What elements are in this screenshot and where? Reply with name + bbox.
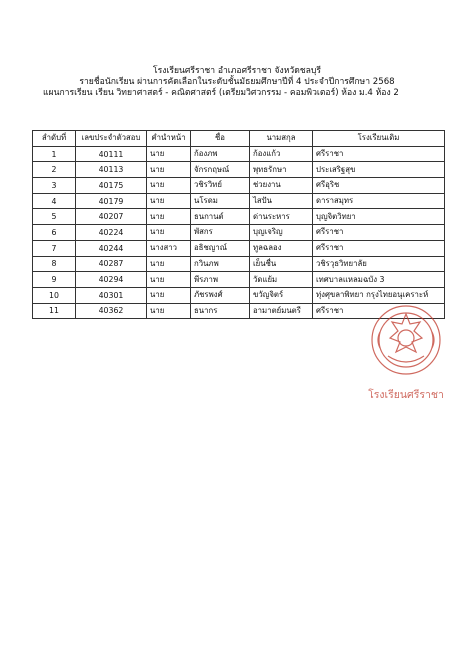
table-cell: พัสกร: [191, 225, 250, 241]
table-cell: 40294: [76, 272, 147, 288]
table-cell: ศรีราชา: [313, 225, 445, 241]
table-cell: อามาตย์มนตรี: [250, 303, 313, 319]
table-cell: 8: [33, 256, 76, 272]
table-cell: นาย: [147, 272, 191, 288]
stamp-text: โรงเรียนศรีราชา: [368, 389, 444, 401]
table-cell: พุทธรักษา: [250, 162, 313, 178]
table-cell: นโรดม: [191, 193, 250, 209]
table-cell: นาย: [147, 178, 191, 194]
table-row: [33, 272, 445, 288]
table-row: [33, 162, 445, 178]
title-line: รายชื่อนักเรียน ผ่านการคัดเลือกในระดับชั้นมัธยมศึกษาปีที่ 4 ประจำปีการศึกษา 2568: [79, 77, 395, 87]
program-line: แผนการเรียน เรียน วิทยาศาสตร์ - คณิตศาสตร์ (เตรียมวิศวกรรม - คอมพิวเตอร์) ห้อง ม.4 ห้อง 2: [43, 88, 399, 98]
student-table: [32, 130, 445, 319]
table-cell: ขวัญจิตร์: [250, 287, 313, 303]
table-cell: วัดแย้ม: [250, 272, 313, 288]
table-row: [33, 240, 445, 256]
table-cell: 9: [33, 272, 76, 288]
document-header: [0, 66, 474, 99]
table-cell: 40287: [76, 256, 147, 272]
table-cell: 40362: [76, 303, 147, 319]
table-row: [33, 178, 445, 194]
table-cell: ก้องภพ: [191, 146, 250, 162]
table-row: [33, 146, 445, 162]
table-cell: นางสาว: [147, 240, 191, 256]
table-cell: บุญจิตวิทยา: [313, 209, 445, 225]
col-header-order: ลำดับที่: [33, 131, 76, 147]
table-cell: เทศบาลแหลมฉบัง 3: [313, 272, 445, 288]
table-cell: อธิชญาณ์: [191, 240, 250, 256]
table-cell: 40111: [76, 146, 147, 162]
table-cell: ภัชรพงศ์: [191, 287, 250, 303]
col-header-last-name: นามสกุล: [250, 131, 313, 147]
table-cell: ศรีราชา: [313, 146, 445, 162]
table-cell: ธนากร: [191, 303, 250, 319]
table-cell: 40301: [76, 287, 147, 303]
col-header-previous-school: โรงเรียนเดิม: [313, 131, 445, 147]
table-cell: นาย: [147, 303, 191, 319]
table-cell: ก้องแก้ว: [250, 146, 313, 162]
table-cell: นาย: [147, 287, 191, 303]
table-cell: 40179: [76, 193, 147, 209]
table-cell: 6: [33, 225, 76, 241]
table-row: [33, 225, 445, 241]
table-cell: นาย: [147, 256, 191, 272]
table-row: [33, 256, 445, 272]
table-cell: 2: [33, 162, 76, 178]
col-header-exam-id: เลขประจำตัวสอบ: [76, 131, 147, 147]
table-row: [33, 193, 445, 209]
table-cell: 40224: [76, 225, 147, 241]
table-cell: 1: [33, 146, 76, 162]
table-row: [33, 209, 445, 225]
table-cell: 7: [33, 240, 76, 256]
table-cell: 4: [33, 193, 76, 209]
table-cell: วชิรวิทย์: [191, 178, 250, 194]
table-cell: 40113: [76, 162, 147, 178]
table-cell: 40244: [76, 240, 147, 256]
col-header-prefix: คำนำหน้า: [147, 131, 191, 147]
table-cell: 10: [33, 287, 76, 303]
table-cell: 40175: [76, 178, 147, 194]
table-cell: 11: [33, 303, 76, 319]
table-header-row: [33, 131, 445, 147]
table-cell: ศรีอุริช: [313, 178, 445, 194]
table-cell: นาย: [147, 193, 191, 209]
table-cell: นาย: [147, 209, 191, 225]
table-cell: กวินภพ: [191, 256, 250, 272]
table-cell: ช่วยงาน: [250, 178, 313, 194]
col-header-first-name: ชื่อ: [191, 131, 250, 147]
table-cell: 3: [33, 178, 76, 194]
table-cell: นาย: [147, 225, 191, 241]
table-cell: ธนกานต์: [191, 209, 250, 225]
table-cell: วชิรวุธวิทยาลัย: [313, 256, 445, 272]
school-seal-stamp: [362, 298, 450, 410]
table-cell: ศรีราชา: [313, 303, 445, 319]
table-cell: 5: [33, 209, 76, 225]
school-line: โรงเรียนศรีราชา อำเภอศรีราชา จังหวัดชลบุรี: [153, 66, 321, 76]
table-cell: นาย: [147, 146, 191, 162]
table-cell: ประเสริฐสุข: [313, 162, 445, 178]
table-cell: 40207: [76, 209, 147, 225]
table-cell: จักรกฤษณ์: [191, 162, 250, 178]
table-cell: นาย: [147, 162, 191, 178]
table-cell: เย็นชื่น: [250, 256, 313, 272]
table-cell: ดาราสมุทร: [313, 193, 445, 209]
table-cell: ไสปัน: [250, 193, 313, 209]
table-cell: ทูลฉลอง: [250, 240, 313, 256]
table-cell: ทุ่งศุขลาพิทยา กรุงไทยอนุเคราะห์: [313, 287, 445, 303]
table-cell: บุญเจริญ: [250, 225, 313, 241]
table-cell: ด่านระหาร: [250, 209, 313, 225]
table-cell: ศรีราชา: [313, 240, 445, 256]
table-cell: พีรภาพ: [191, 272, 250, 288]
